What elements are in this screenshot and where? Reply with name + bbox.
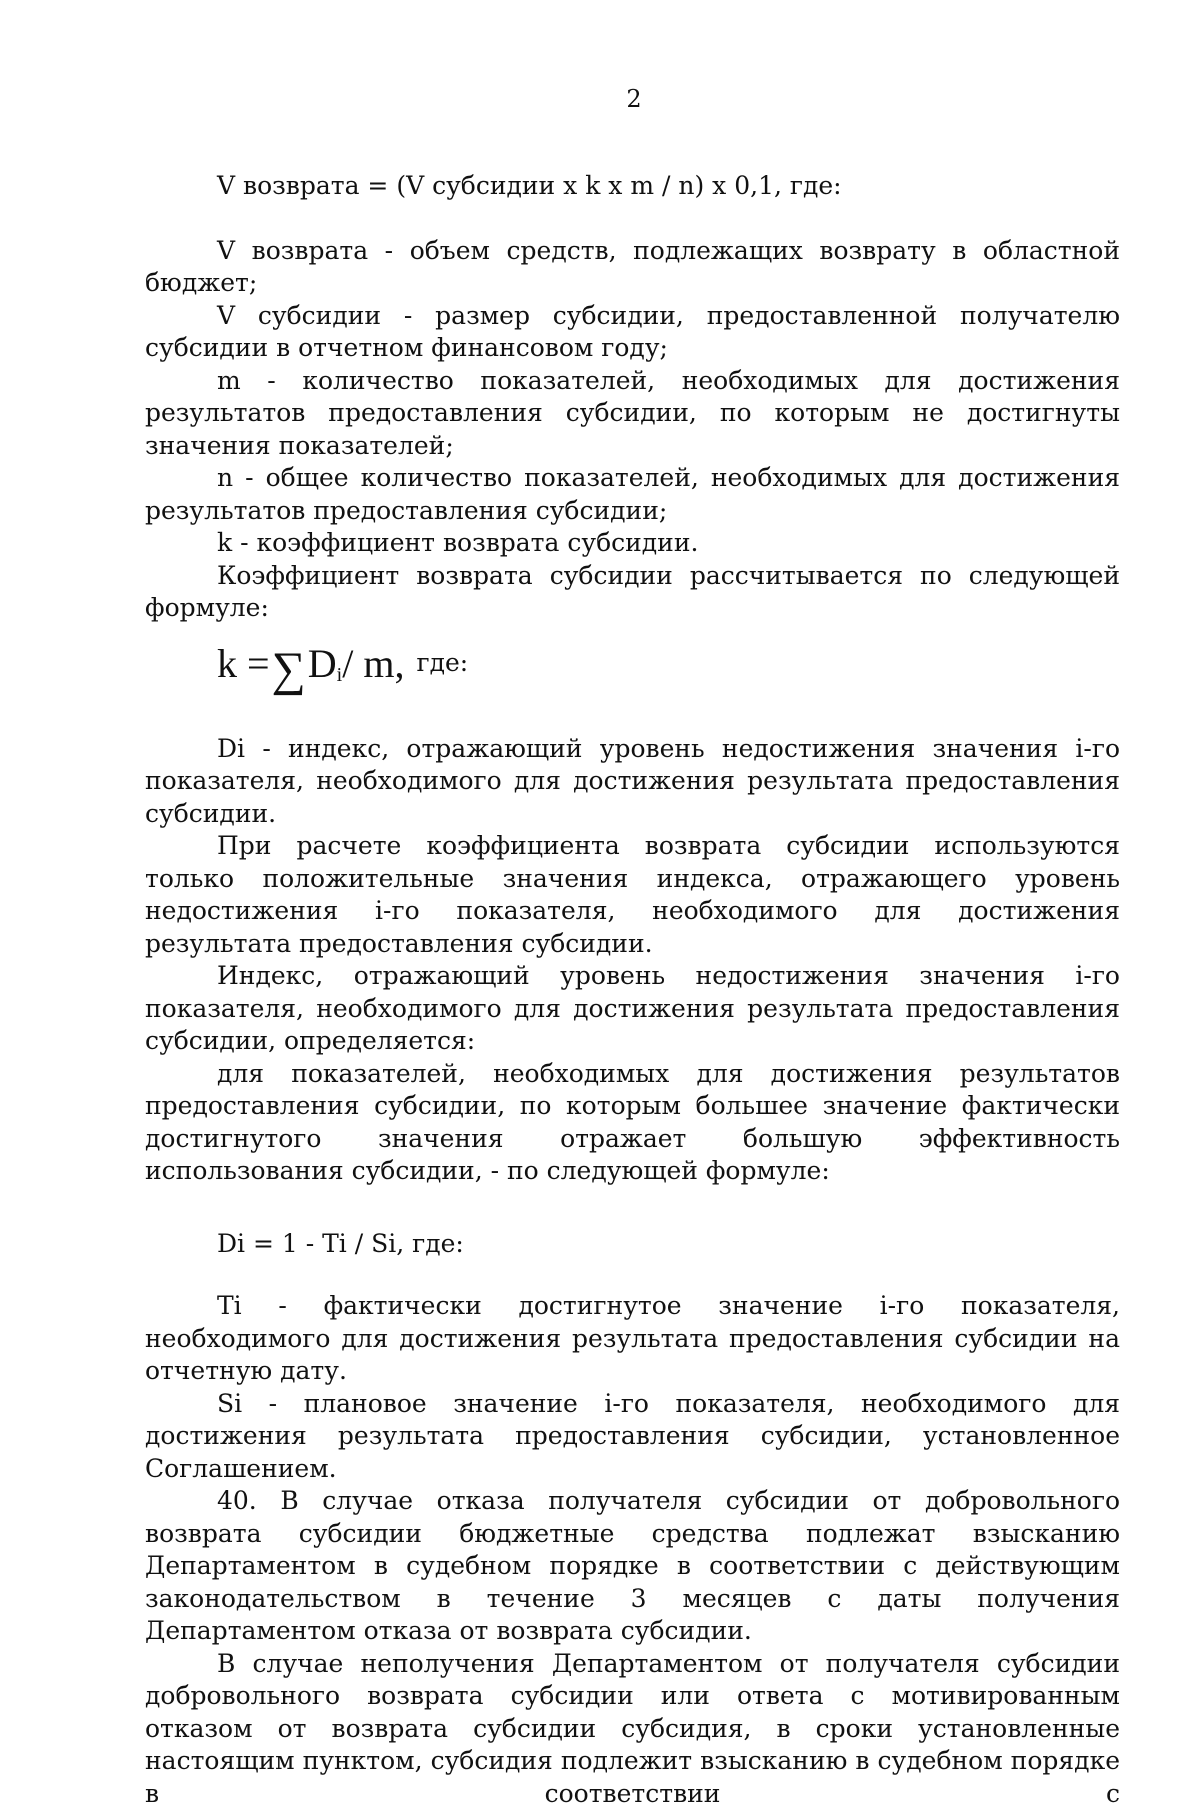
definitions-v [145,235,1120,625]
formula-k-lhs: k = [217,644,270,684]
formula-k [145,625,1120,703]
paragraph: V возврата - объем средств, подлежащих возврату в областной бюджет; [145,235,1120,300]
paragraph: V субсидии - размер субсидии, предоставленной получателю субсидии в отчетном финансовом году; [145,300,1120,365]
paragraph: m - количество показателей, необходимых для достижения результатов предоставления субсидии, по которым не достигнуты значения показателей; [145,365,1120,463]
page-number: 2 [0,84,1200,114]
paragraph: k - коэффициент возврата субсидии. [145,527,1120,560]
paragraph: Индекс, отражающий уровень недостижения значения i-го показателя, необходимого для достижения результата предоставления субсидии, определяется: [145,960,1120,1058]
formula-di: Di = 1 - Ti / Si, где: [145,1228,1120,1261]
formula-k-d: D [308,644,337,684]
formula-k-where: где: [416,647,468,680]
definitions-ti [145,1290,1120,1810]
paragraph: n - общее количество показателей, необходимых для достижения результатов предоставления субсидии; [145,462,1120,527]
paragraph: 40. В случае отказа получателя субсидии от добровольного возврата субсидии бюджетные средства подлежат взысканию Департаментом в судебном порядке в соответствии с действующим законодательством в течение 3 месяцев с даты получения Департаментом отказа от возврата субсидии. [145,1485,1120,1648]
paragraph: для показателей, необходимых для достижения результатов предоставления субсидии, по которым большее значение фактически достигнутого значения отражает большую эффективность использования субсидии, - по следующей формуле: [145,1058,1120,1188]
paragraph: В случае неполучения Департаментом от получателя субсидии добровольного возврата субсидии или ответа с мотивированным отказом от возврата субсидии субсидия, в сроки установленные настоящим пунктом, субсидия подлежит взысканию в судебном порядке в соответствии с [145,1648,1120,1810]
paragraph: Ti - фактически достигнутое значение i-го показателя, необходимого для достижения результата предоставления субсидии на отчетную дату. [145,1290,1120,1388]
sum-symbol: ∑ [272,646,306,694]
document-body [145,170,1120,1810]
paragraphs-di [145,733,1120,1188]
paragraph: При расчете коэффициента возврата субсидии используются только положительные значения индекса, отражающего уровень недостижения i-го показателя, необходимого для достижения результата предоставления субсидии. [145,830,1120,960]
paragraph: Di - индекс, отражающий уровень недостижения значения i-го показателя, необходимого для достижения результата предоставления субсидии. [145,733,1120,831]
formula-k-subscript: i [337,659,343,692]
paragraph: Si - плановое значение i-го показателя, необходимого для достижения результата предоставления субсидии, установленное Соглашением. [145,1388,1120,1486]
paragraph: Коэффициент возврата субсидии рассчитывается по следующей формуле: [145,560,1120,625]
formula-v-return: V возврата = (V субсидии x k x m / n) x 0,1, где: [145,170,1120,203]
formula-k-rest: / m, [342,644,404,684]
